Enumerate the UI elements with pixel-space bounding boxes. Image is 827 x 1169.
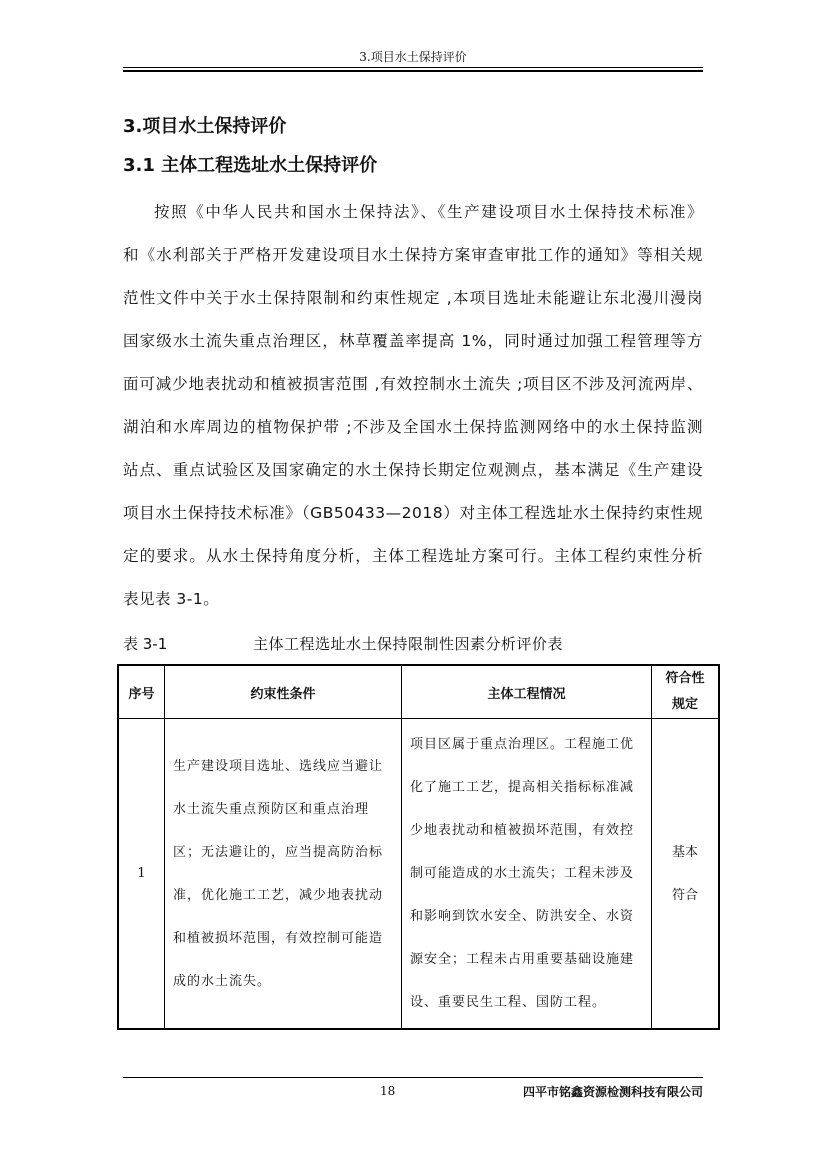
running-header: 3.项目水土保持评价 (359, 50, 467, 64)
header-no: 序号 (118, 665, 165, 719)
header-condition: 约束性条件 (165, 665, 402, 719)
paragraph-line: 项目水土保持技术标准》（GB50433—2018）对主体工程选址水土保持约束性规 (123, 504, 703, 522)
paragraph-line: 表见表 3-1。 (123, 590, 220, 608)
body-paragraph (123, 197, 703, 627)
cell-line: 源安全；工程未占用重要基础设施建 (410, 952, 635, 967)
cell-line: 设、重要民生工程、国防工程。 (410, 995, 607, 1010)
cell-line: 制可能造成的水土流失；工程未涉及 (410, 866, 635, 881)
paragraph-line: 范性文件中关于水土保持限制和约束性规定 ,本项目选址未能避让东北漫川漫岗 (123, 289, 703, 307)
cell-line: 化了施工工艺，提高相关指标标准减 (410, 780, 635, 795)
cell-line: 和影响到饮水安全、防洪安全、水资 (410, 909, 635, 924)
paragraph-line: 按照《中华人民共和国水土保持法》、《生产建设项目水土保持技术标准》 (154, 203, 703, 221)
paragraph-line: 定的要求。从水土保持角度分析，主体工程选址方案可行。主体工程约束性分析 (123, 547, 703, 565)
header-compliance (652, 665, 720, 719)
company-name: 四平市铭鑫资源检测科技有限公司 (522, 1085, 703, 1099)
cell-line: 准，优化施工工艺，减少地表扰动 (173, 887, 384, 903)
cell-line: 少地表扰动和植被损坏范围，有效控 (410, 823, 635, 838)
paragraph-line: 和《水利部关于严格开发建设项目水土保持方案审查审批工作的通知》等相关规 (123, 246, 703, 264)
cell-line: 和植被损坏范围，有效控制可能造 (173, 930, 384, 946)
cell-line: 项目区属于重点治理区。工程施工优 (410, 737, 635, 752)
paragraph-line: 国家级水土流失重点治理区，林草覆盖率提高 1%，同时通过加强工程管理等方 (123, 332, 703, 350)
paragraph-line: 站点、重点试验区及国家确定的水土保持长期定位观测点，基本满足《生产建设 (123, 461, 703, 479)
footer-rule (123, 1077, 703, 1078)
header-compliance-line2: 规定 (671, 697, 698, 712)
constraint-analysis-table (117, 664, 720, 1030)
paragraph-line: 面可减少地表扰动和植被损害范围 ,有效控制水土流失 ;项目区不涉及河流两岸、 (123, 375, 703, 393)
cell-line: 成的水土流失。 (173, 973, 272, 989)
situation-cell (402, 719, 652, 1030)
row-number: 1 (118, 719, 165, 1030)
table-number: 表 3-1 (123, 635, 168, 653)
cell-line: 符合 (671, 887, 698, 903)
header-compliance-line1: 符合性 (665, 671, 705, 686)
cell-line: 区；无法避让的，应当提高防治标 (173, 844, 384, 860)
page-number: 18 (380, 1084, 396, 1098)
paragraph-line: 湖泊和水库周边的植物保护带 ;不涉及全国水土保持监测网络中的水土保持监测 (123, 418, 703, 436)
table-row (118, 719, 719, 1030)
cell-line: 水土流失重点预防区和重点治理 (173, 801, 370, 817)
subsection-heading: 3.1 主体工程选址水土保持评价 (123, 155, 378, 176)
compliance-cell (652, 719, 720, 1030)
cell-line: 基本 (671, 844, 698, 860)
header-rule-thick (123, 70, 703, 72)
condition-text (165, 741, 401, 1007)
header-rule (123, 67, 703, 68)
header-situation: 主体工程情况 (402, 665, 652, 719)
situation-text (402, 719, 651, 1028)
table-title: 主体工程选址水土保持限制性因素分析评价表 (253, 635, 564, 653)
table-header-row (118, 665, 719, 719)
condition-cell (165, 719, 402, 1030)
section-heading: 3.项目水土保持评价 (123, 116, 287, 137)
cell-line: 生产建设项目选址、选线应当避让 (173, 758, 384, 774)
